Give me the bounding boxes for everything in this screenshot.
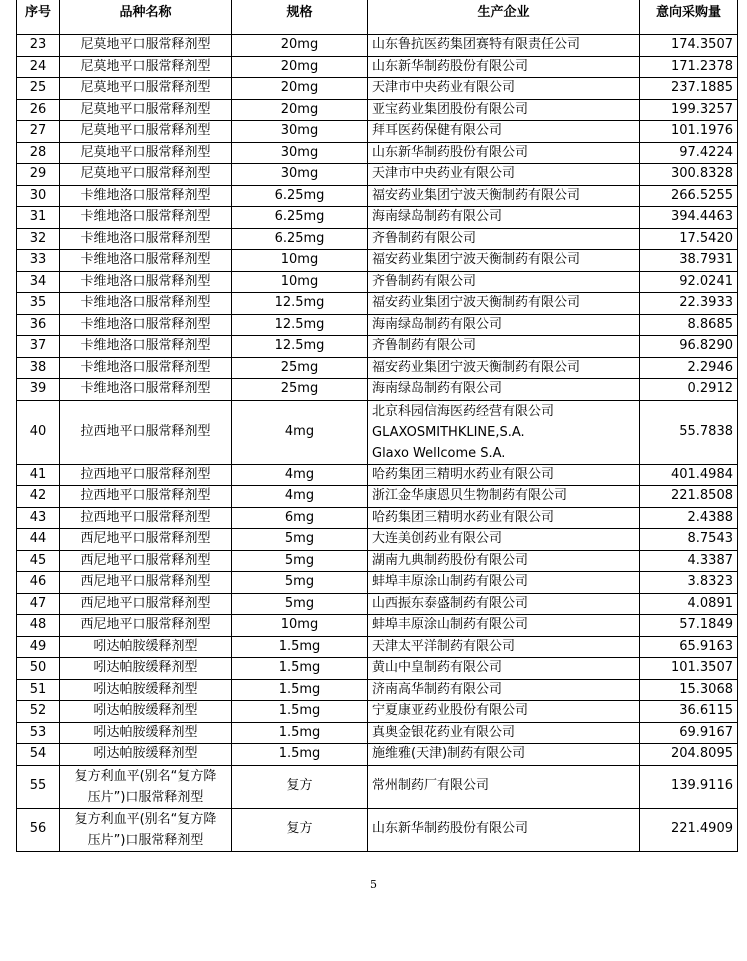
drug-spec: 4mg: [232, 400, 368, 464]
purchase-quantity: 17.5420: [640, 228, 738, 250]
manufacturer: 天津市中央药业有限公司: [368, 164, 640, 186]
purchase-quantity: 57.1849: [640, 615, 738, 637]
purchase-quantity: 204.8095: [640, 744, 738, 766]
drug-name: 卡维地洛口服常释剂型: [60, 293, 232, 315]
header-name: 品种名称: [60, 0, 232, 35]
drug-spec: 5mg: [232, 572, 368, 594]
drug-spec: 20mg: [232, 99, 368, 121]
drug-name: 拉西地平口服常释剂型: [60, 464, 232, 486]
purchase-quantity: 55.7838: [640, 400, 738, 464]
table-row: [17, 271, 738, 293]
table-row: [17, 529, 738, 551]
row-number: 37: [17, 336, 60, 358]
manufacturer: 常州制药厂有限公司: [368, 765, 640, 808]
drug-spec: 1.5mg: [232, 744, 368, 766]
row-number: 36: [17, 314, 60, 336]
drug-name: 西尼地平口服常释剂型: [60, 572, 232, 594]
manufacturer-line: 北京科园信海医药经营有限公司: [372, 403, 555, 419]
table-row: [17, 99, 738, 121]
page-number: 5: [370, 878, 377, 891]
manufacturer: 浙江金华康恩贝生物制药有限公司: [368, 486, 640, 508]
purchase-quantity: 101.1976: [640, 121, 738, 143]
purchase-quantity: 0.2912: [640, 379, 738, 401]
drug-name: 卡维地洛口服常释剂型: [60, 250, 232, 272]
row-number: 48: [17, 615, 60, 637]
table-row: [17, 293, 738, 315]
purchase-quantity: 8.8685: [640, 314, 738, 336]
purchase-quantity: 97.4224: [640, 142, 738, 164]
table-row: [17, 228, 738, 250]
manufacturer-line: Glaxo Wellcome S.A.: [372, 445, 506, 461]
drug-name-line: 压片”)口服常释剂型: [87, 832, 204, 848]
table-row: [17, 658, 738, 680]
drug-name: 吲达帕胺缓释剂型: [60, 679, 232, 701]
drug-spec: 6.25mg: [232, 207, 368, 229]
drug-name: 卡维地洛口服常释剂型: [60, 271, 232, 293]
drug-spec: 5mg: [232, 529, 368, 551]
table-row: [17, 164, 738, 186]
row-number: 53: [17, 722, 60, 744]
drug-spec: 12.5mg: [232, 293, 368, 315]
row-number: 25: [17, 78, 60, 100]
drug-name: 拉西地平口服常释剂型: [60, 486, 232, 508]
purchase-quantity: 69.9167: [640, 722, 738, 744]
drug-spec: 30mg: [232, 164, 368, 186]
manufacturer: 蚌埠丰原涂山制药有限公司: [368, 615, 640, 637]
table-row: [17, 464, 738, 486]
purchase-quantity: 4.0891: [640, 593, 738, 615]
manufacturer: 济南高华制药有限公司: [368, 679, 640, 701]
drug-spec: 30mg: [232, 121, 368, 143]
table-row: [17, 314, 738, 336]
drug-name: 卡维地洛口服常释剂型: [60, 357, 232, 379]
purchase-quantity: 401.4984: [640, 464, 738, 486]
table-row: [17, 744, 738, 766]
table-row: [17, 636, 738, 658]
manufacturer: 山东鲁抗医药集团赛特有限责任公司: [368, 35, 640, 57]
drug-name-line: 复方利血平(别名“复方降: [74, 768, 217, 784]
purchase-quantity: 15.3068: [640, 679, 738, 701]
row-number: 56: [17, 808, 60, 851]
table-row: [17, 572, 738, 594]
purchase-quantity: 36.6115: [640, 701, 738, 723]
drug-name: 卡维地洛口服常释剂型: [60, 228, 232, 250]
manufacturer: 哈药集团三精明水药业有限公司: [368, 507, 640, 529]
drug-name: 尼莫地平口服常释剂型: [60, 164, 232, 186]
table-row: [17, 679, 738, 701]
manufacturer-line: GLAXOSMITHKLINE,S.A.: [372, 424, 525, 440]
manufacturer: 山东新华制药股份有限公司: [368, 808, 640, 851]
drug-spec: 10mg: [232, 271, 368, 293]
row-number: 54: [17, 744, 60, 766]
manufacturer: 山东新华制药股份有限公司: [368, 56, 640, 78]
table-row: [17, 765, 738, 808]
purchase-quantity: 2.2946: [640, 357, 738, 379]
row-number: 23: [17, 35, 60, 57]
table-header-row: [17, 0, 738, 35]
table-row: [17, 593, 738, 615]
row-number: 35: [17, 293, 60, 315]
purchase-quantity: 2.4388: [640, 507, 738, 529]
row-number: 49: [17, 636, 60, 658]
row-number: 28: [17, 142, 60, 164]
drug-name: 西尼地平口服常释剂型: [60, 615, 232, 637]
drug-name: 卡维地洛口服常释剂型: [60, 314, 232, 336]
table-row: [17, 808, 738, 851]
table-row: [17, 56, 738, 78]
drug-spec: 复方: [232, 765, 368, 808]
drug-name: 吲达帕胺缓释剂型: [60, 636, 232, 658]
header-qty: 意向采购量: [640, 0, 738, 35]
row-number: 27: [17, 121, 60, 143]
drug-spec: 4mg: [232, 464, 368, 486]
row-number: 46: [17, 572, 60, 594]
drug-name: 尼莫地平口服常释剂型: [60, 56, 232, 78]
purchase-quantity: 266.5255: [640, 185, 738, 207]
table-row: [17, 78, 738, 100]
purchase-quantity: 8.7543: [640, 529, 738, 551]
row-number: 50: [17, 658, 60, 680]
row-number: 51: [17, 679, 60, 701]
drug-spec: 20mg: [232, 56, 368, 78]
table-row: [17, 379, 738, 401]
manufacturer: 大连美创药业有限公司: [368, 529, 640, 551]
drug-name: 尼莫地平口服常释剂型: [60, 78, 232, 100]
purchase-quantity: 221.8508: [640, 486, 738, 508]
drug-spec: 25mg: [232, 379, 368, 401]
manufacturer: 海南绿岛制药有限公司: [368, 379, 640, 401]
row-number: 32: [17, 228, 60, 250]
row-number: 39: [17, 379, 60, 401]
purchase-quantity: 65.9163: [640, 636, 738, 658]
purchase-quantity: 300.8328: [640, 164, 738, 186]
table-row: [17, 615, 738, 637]
row-number: 29: [17, 164, 60, 186]
manufacturer: 真奥金银花药业有限公司: [368, 722, 640, 744]
drug-name: 西尼地平口服常释剂型: [60, 593, 232, 615]
manufacturer: [368, 400, 640, 464]
table-row: [17, 507, 738, 529]
table-row: [17, 250, 738, 272]
manufacturer: 蚌埠丰原涂山制药有限公司: [368, 572, 640, 594]
row-number: 42: [17, 486, 60, 508]
row-number: 26: [17, 99, 60, 121]
manufacturer: 山东新华制药股份有限公司: [368, 142, 640, 164]
manufacturer: 齐鲁制药有限公司: [368, 271, 640, 293]
table-body: [17, 35, 738, 852]
procurement-table: [16, 0, 738, 852]
purchase-quantity: 394.4463: [640, 207, 738, 229]
drug-name-line: 压片”)口服常释剂型: [87, 789, 204, 805]
table-row: [17, 486, 738, 508]
row-number: 43: [17, 507, 60, 529]
table-row: [17, 35, 738, 57]
drug-name: 尼莫地平口服常释剂型: [60, 121, 232, 143]
manufacturer: 天津市中央药业有限公司: [368, 78, 640, 100]
drug-spec: 6.25mg: [232, 185, 368, 207]
manufacturer: 福安药业集团宁波天衡制药有限公司: [368, 250, 640, 272]
row-number: 30: [17, 185, 60, 207]
purchase-quantity: 38.7931: [640, 250, 738, 272]
purchase-quantity: 22.3933: [640, 293, 738, 315]
manufacturer: 山西振东泰盛制药有限公司: [368, 593, 640, 615]
row-number: 41: [17, 464, 60, 486]
drug-name: 卡维地洛口服常释剂型: [60, 185, 232, 207]
drug-name: 卡维地洛口服常释剂型: [60, 336, 232, 358]
table-row: [17, 336, 738, 358]
drug-spec: 5mg: [232, 593, 368, 615]
drug-spec: 25mg: [232, 357, 368, 379]
row-number: 38: [17, 357, 60, 379]
drug-name: 卡维地洛口服常释剂型: [60, 379, 232, 401]
manufacturer: 齐鲁制药有限公司: [368, 228, 640, 250]
manufacturer: 福安药业集团宁波天衡制药有限公司: [368, 185, 640, 207]
drug-spec: 10mg: [232, 615, 368, 637]
drug-spec: 6.25mg: [232, 228, 368, 250]
drug-name: 尼莫地平口服常释剂型: [60, 99, 232, 121]
row-number: 47: [17, 593, 60, 615]
manufacturer: 海南绿岛制药有限公司: [368, 314, 640, 336]
row-number: 52: [17, 701, 60, 723]
manufacturer: 施维雅(天津)制药有限公司: [368, 744, 640, 766]
drug-name: 吲达帕胺缓释剂型: [60, 722, 232, 744]
table-row: [17, 722, 738, 744]
manufacturer: 拜耳医药保健有限公司: [368, 121, 640, 143]
purchase-quantity: 101.3507: [640, 658, 738, 680]
drug-spec: 复方: [232, 808, 368, 851]
drug-spec: 30mg: [232, 142, 368, 164]
header-company: 生产企业: [368, 0, 640, 35]
table-row: [17, 550, 738, 572]
purchase-quantity: 199.3257: [640, 99, 738, 121]
drug-name: 拉西地平口服常释剂型: [60, 507, 232, 529]
purchase-quantity: 237.1885: [640, 78, 738, 100]
manufacturer: 福安药业集团宁波天衡制药有限公司: [368, 357, 640, 379]
drug-name: [60, 765, 232, 808]
purchase-quantity: 221.4909: [640, 808, 738, 851]
manufacturer: 海南绿岛制药有限公司: [368, 207, 640, 229]
row-number: 24: [17, 56, 60, 78]
manufacturer: 福安药业集团宁波天衡制药有限公司: [368, 293, 640, 315]
purchase-quantity: 3.8323: [640, 572, 738, 594]
header-seq: 序号: [17, 0, 60, 35]
drug-name: 拉西地平口服常释剂型: [60, 400, 232, 464]
drug-spec: 1.5mg: [232, 658, 368, 680]
table-row: [17, 701, 738, 723]
manufacturer: 齐鲁制药有限公司: [368, 336, 640, 358]
purchase-quantity: 171.2378: [640, 56, 738, 78]
purchase-quantity: 96.8290: [640, 336, 738, 358]
row-number: 55: [17, 765, 60, 808]
drug-name-line: 复方利血平(别名“复方降: [74, 811, 217, 827]
row-number: 40: [17, 400, 60, 464]
drug-spec: 12.5mg: [232, 336, 368, 358]
drug-name: 尼莫地平口服常释剂型: [60, 35, 232, 57]
drug-spec: 5mg: [232, 550, 368, 572]
row-number: 45: [17, 550, 60, 572]
drug-name: 吲达帕胺缓释剂型: [60, 658, 232, 680]
manufacturer: 天津太平洋制药有限公司: [368, 636, 640, 658]
drug-spec: 6mg: [232, 507, 368, 529]
drug-name: 尼莫地平口服常释剂型: [60, 142, 232, 164]
manufacturer: 宁夏康亚药业股份有限公司: [368, 701, 640, 723]
purchase-quantity: 139.9116: [640, 765, 738, 808]
drug-spec: 20mg: [232, 78, 368, 100]
drug-spec: 1.5mg: [232, 679, 368, 701]
drug-name: [60, 808, 232, 851]
table-row: [17, 121, 738, 143]
row-number: 44: [17, 529, 60, 551]
drug-spec: 10mg: [232, 250, 368, 272]
row-number: 31: [17, 207, 60, 229]
purchase-quantity: 174.3507: [640, 35, 738, 57]
drug-name: 西尼地平口服常释剂型: [60, 529, 232, 551]
drug-name: 吲达帕胺缓释剂型: [60, 701, 232, 723]
row-number: 33: [17, 250, 60, 272]
drug-name: 西尼地平口服常释剂型: [60, 550, 232, 572]
drug-spec: 1.5mg: [232, 722, 368, 744]
drug-spec: 4mg: [232, 486, 368, 508]
table-row: [17, 357, 738, 379]
table-row: [17, 142, 738, 164]
table-row: [17, 185, 738, 207]
manufacturer: 哈药集团三精明水药业有限公司: [368, 464, 640, 486]
manufacturer: 亚宝药业集团股份有限公司: [368, 99, 640, 121]
purchase-quantity: 92.0241: [640, 271, 738, 293]
drug-name: 卡维地洛口服常释剂型: [60, 207, 232, 229]
manufacturer: 湖南九典制药股份有限公司: [368, 550, 640, 572]
drug-spec: 12.5mg: [232, 314, 368, 336]
table-row: [17, 207, 738, 229]
header-spec: 规格: [232, 0, 368, 35]
drug-name: 吲达帕胺缓释剂型: [60, 744, 232, 766]
row-number: 34: [17, 271, 60, 293]
purchase-quantity: 4.3387: [640, 550, 738, 572]
drug-spec: 1.5mg: [232, 701, 368, 723]
table-row: [17, 400, 738, 464]
manufacturer: 黄山中皇制药有限公司: [368, 658, 640, 680]
drug-spec: 1.5mg: [232, 636, 368, 658]
drug-spec: 20mg: [232, 35, 368, 57]
